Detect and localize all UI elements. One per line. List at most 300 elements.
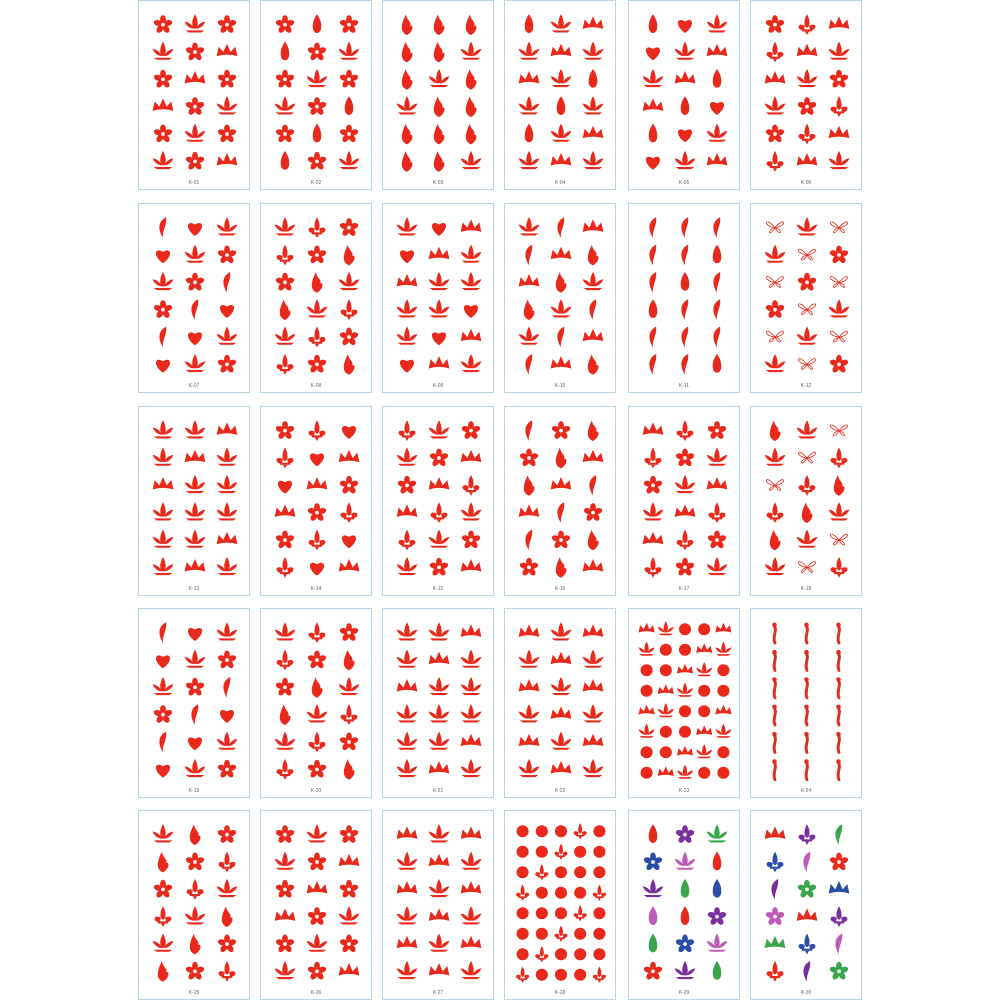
flame-motif — [588, 354, 599, 375]
flame-motif — [222, 906, 233, 927]
crown-motif — [185, 450, 206, 462]
flower-motif — [185, 42, 205, 61]
fleur-motif — [831, 96, 848, 117]
hook-motif — [771, 879, 778, 900]
lotus-motif — [153, 42, 174, 60]
crown-motif — [461, 450, 482, 462]
heart-motif — [310, 563, 324, 576]
scroll-motif — [772, 705, 777, 725]
fleur-motif — [709, 502, 726, 523]
crown-motif — [583, 559, 604, 571]
flower-motif — [339, 124, 359, 143]
dot-motif — [593, 907, 605, 919]
fleur-motif — [309, 420, 326, 441]
heart-motif — [464, 305, 478, 318]
drop-motif — [713, 852, 722, 871]
flame-motif — [402, 151, 413, 172]
sheet-artwork — [139, 407, 250, 596]
lotus-motif — [185, 14, 206, 32]
heart-motif — [278, 481, 292, 494]
sheet-artwork — [751, 204, 862, 393]
flower-motif — [643, 476, 663, 495]
sheet-artwork — [383, 1, 494, 190]
sheet-code-label: K-29 — [678, 990, 690, 996]
sheet-code-label: K-19 — [188, 788, 200, 794]
fleur-motif — [187, 879, 204, 900]
drop-motif — [649, 824, 658, 843]
flame-motif — [834, 475, 845, 496]
crown-motif — [551, 761, 572, 773]
lotus-motif — [707, 124, 728, 142]
flame-motif — [344, 354, 355, 375]
sheet-artwork — [629, 407, 740, 596]
tattoo-sheet — [628, 810, 740, 1000]
tattoo-sheet — [382, 608, 494, 798]
dot-motif — [555, 969, 567, 981]
crown-motif — [715, 623, 731, 633]
sheet-artwork — [139, 811, 250, 1000]
crown-motif — [677, 746, 693, 756]
fleur-motif — [535, 864, 548, 880]
dot-motif — [517, 825, 529, 837]
hook-motif — [835, 824, 842, 845]
flame-motif — [280, 704, 291, 725]
crown-motif — [153, 477, 174, 489]
dot-motif — [555, 825, 567, 837]
lotus-motif — [397, 217, 418, 235]
lotus-motif — [658, 703, 674, 717]
crown-motif — [829, 16, 850, 28]
lotus-motif — [153, 448, 174, 466]
lotus-motif — [397, 961, 418, 979]
fleur-motif — [554, 926, 567, 942]
hook-motif — [525, 530, 532, 551]
butterfly-motif — [798, 304, 815, 315]
fleur-motif — [677, 420, 694, 441]
lotus-motif — [185, 759, 206, 777]
flower-motif — [275, 825, 295, 844]
crown-motif — [429, 356, 450, 368]
heart-motif — [400, 250, 414, 263]
sheet-artwork — [139, 1, 250, 190]
flower-motif — [339, 825, 359, 844]
butterfly-motif — [798, 359, 815, 370]
sheet-artwork — [751, 811, 862, 1000]
flame-motif — [466, 124, 477, 145]
tattoo-sheet — [260, 608, 372, 798]
crown-motif — [677, 664, 693, 674]
crown-motif — [461, 936, 482, 948]
lotus-motif — [707, 934, 728, 952]
sheet-code-label: K-07 — [188, 383, 200, 389]
lotus-motif — [551, 622, 572, 640]
flame-motif — [802, 502, 813, 523]
crown-motif — [639, 705, 655, 715]
crown-motif — [429, 963, 450, 975]
lotus-motif — [797, 69, 818, 87]
lotus-motif — [583, 759, 604, 777]
sheet-artwork — [629, 204, 740, 393]
sheet-code-label: K-06 — [800, 180, 812, 186]
flame-motif — [770, 530, 781, 551]
lotus-motif — [707, 557, 728, 575]
lotus-motif — [583, 151, 604, 169]
sheet-code-label: K-03 — [432, 180, 444, 186]
lotus-motif — [153, 557, 174, 575]
crown-motif — [797, 44, 818, 56]
drop-motif — [681, 272, 690, 291]
lotus-motif — [829, 299, 850, 317]
flower-motif — [829, 245, 849, 264]
flower-motif — [153, 70, 173, 89]
lotus-motif — [639, 642, 655, 656]
flower-motif — [217, 245, 237, 264]
sheet-artwork — [261, 204, 372, 393]
crown-motif — [707, 477, 728, 489]
drop-motif — [281, 151, 290, 170]
scroll-motif — [804, 623, 809, 643]
lotus-motif — [519, 151, 540, 169]
hook-motif — [525, 420, 532, 441]
crown-motif — [429, 652, 450, 664]
lotus-motif — [583, 650, 604, 668]
heart-motif — [646, 157, 660, 170]
heart-motif — [342, 535, 356, 548]
lotus-motif — [583, 704, 604, 722]
drop-motif — [649, 124, 658, 143]
butterfly-motif — [766, 331, 783, 342]
heart-motif — [156, 360, 170, 373]
tattoo-sheet — [382, 406, 494, 596]
dot-motif — [574, 969, 586, 981]
dot-motif — [536, 928, 548, 940]
flower-motif — [217, 15, 237, 34]
fleur-motif — [277, 759, 294, 780]
fleur-motif — [277, 354, 294, 375]
lotus-motif — [675, 852, 696, 870]
flower-motif — [217, 825, 237, 844]
flame-motif — [434, 151, 445, 172]
sheet-code-label: K-09 — [432, 383, 444, 389]
crown-motif — [829, 126, 850, 138]
dot-motif — [574, 887, 586, 899]
lotus-motif — [675, 151, 696, 169]
flame-motif — [312, 272, 323, 293]
tattoo-sheet — [504, 203, 616, 393]
flame-motif — [158, 852, 169, 873]
drop-motif — [649, 934, 658, 953]
crown-motif — [696, 725, 712, 735]
butterfly-motif — [798, 562, 815, 573]
sheet-artwork — [139, 204, 250, 393]
hook-motif — [159, 732, 166, 753]
hook-motif — [525, 354, 532, 375]
drop-motif — [281, 42, 290, 61]
lotus-motif — [461, 354, 482, 372]
crown-motif — [696, 643, 712, 653]
crown-motif — [217, 532, 238, 544]
lotus-motif — [696, 662, 712, 676]
heart-motif — [432, 332, 446, 345]
drop-motif — [713, 879, 722, 898]
crown-motif — [519, 624, 540, 636]
dot-motif — [555, 907, 567, 919]
fleur-motif — [341, 502, 358, 523]
hook-motif — [159, 327, 166, 348]
lotus-motif — [461, 961, 482, 979]
crown-motif — [583, 329, 604, 341]
sheet-code-label: K-05 — [678, 180, 690, 186]
crown-motif — [307, 881, 328, 893]
crown-motif — [429, 761, 450, 773]
scroll-motif — [836, 705, 841, 725]
flower-motif — [307, 907, 327, 926]
heart-motif — [156, 655, 170, 668]
fleur-motif — [767, 151, 784, 172]
lotus-motif — [275, 732, 296, 750]
crown-motif — [583, 679, 604, 691]
flower-motif — [217, 650, 237, 669]
lotus-motif — [519, 759, 540, 777]
flower-motif — [829, 962, 849, 981]
flame-motif — [434, 42, 445, 63]
heart-motif — [188, 223, 202, 236]
crown-motif — [551, 706, 572, 718]
flower-motif — [275, 530, 295, 549]
flower-motif — [765, 15, 785, 34]
crown-motif — [519, 734, 540, 746]
fleur-motif — [799, 14, 816, 35]
scroll-motif — [772, 650, 777, 670]
lotus-motif — [765, 354, 786, 372]
flame-motif — [466, 69, 477, 90]
crown-motif — [715, 705, 731, 715]
tattoo-sheet — [750, 406, 862, 596]
lotus-motif — [675, 42, 696, 60]
flower-motif — [275, 124, 295, 143]
flower-motif — [217, 70, 237, 89]
lotus-motif — [307, 299, 328, 317]
flame-motif — [588, 245, 599, 266]
scroll-motif — [804, 705, 809, 725]
hook-motif — [835, 934, 842, 955]
lotus-motif — [275, 327, 296, 345]
tattoo-sheet — [260, 203, 372, 393]
dot-motif — [660, 664, 672, 676]
flower-motif — [307, 42, 327, 61]
flower-motif — [707, 421, 727, 440]
fleur-motif — [831, 448, 848, 469]
lotus-motif — [829, 42, 850, 60]
crown-motif — [765, 71, 786, 83]
dot-motif — [593, 846, 605, 858]
flower-motif — [153, 880, 173, 899]
drop-motif — [713, 69, 722, 88]
lotus-motif — [519, 96, 540, 114]
flower-motif — [185, 678, 205, 697]
crown-motif — [675, 71, 696, 83]
tattoo-sheet — [628, 0, 740, 190]
lotus-motif — [397, 448, 418, 466]
dot-motif — [593, 866, 605, 878]
scroll-motif — [836, 677, 841, 697]
crown-motif — [797, 153, 818, 165]
sheet-code-label: K-26 — [310, 990, 322, 996]
tattoo-sheet — [750, 203, 862, 393]
flower-motif — [519, 448, 539, 467]
heart-motif — [400, 360, 414, 373]
flower-motif — [217, 934, 237, 953]
fleur-motif — [767, 852, 784, 873]
crown-motif — [765, 826, 786, 838]
crown-motif — [551, 44, 572, 56]
heart-motif — [188, 628, 202, 641]
flower-motif — [275, 934, 295, 953]
crown-motif — [658, 684, 674, 694]
dot-motif — [660, 746, 672, 758]
dot-motif — [679, 705, 691, 717]
flower-motif — [339, 934, 359, 953]
lotus-motif — [153, 824, 174, 842]
flame-motif — [434, 124, 445, 145]
sheet-artwork — [383, 407, 494, 596]
flower-motif — [307, 852, 327, 871]
fleur-motif — [574, 823, 587, 839]
lotus-motif — [765, 245, 786, 263]
butterfly-motif — [830, 425, 847, 436]
flower-motif — [339, 327, 359, 346]
lotus-motif — [397, 96, 418, 114]
flower-motif — [339, 218, 359, 237]
lotus-motif — [797, 530, 818, 548]
sheet-artwork — [505, 811, 616, 1000]
sheet-code-label: K-20 — [310, 788, 322, 794]
lotus-motif — [829, 502, 850, 520]
crown-motif — [339, 559, 360, 571]
flower-motif — [707, 907, 727, 926]
lotus-motif — [461, 272, 482, 290]
sheet-code-label: K-23 — [678, 788, 690, 794]
heart-motif — [646, 47, 660, 60]
lotus-motif — [797, 420, 818, 438]
sheet-code-label: K-16 — [554, 586, 566, 592]
dot-motif — [555, 887, 567, 899]
sheet-artwork — [629, 609, 740, 798]
dot-motif — [517, 928, 529, 940]
sheet-code-label: K-25 — [188, 990, 200, 996]
flower-motif — [307, 650, 327, 669]
sheet-artwork — [383, 609, 494, 798]
lotus-motif — [551, 732, 572, 750]
fleur-motif — [309, 217, 326, 238]
tattoo-sheet — [138, 406, 250, 596]
lotus-motif — [551, 69, 572, 87]
butterfly-motif — [798, 452, 815, 463]
lotus-motif — [639, 724, 655, 738]
crown-motif — [339, 963, 360, 975]
flower-motif — [829, 70, 849, 89]
crown-motif — [707, 153, 728, 165]
sheet-artwork — [751, 1, 862, 190]
flower-motif — [307, 97, 327, 116]
sheet-artwork — [261, 609, 372, 798]
lotus-motif — [397, 327, 418, 345]
heart-motif — [432, 223, 446, 236]
flower-motif — [185, 97, 205, 116]
dot-motif — [574, 866, 586, 878]
flower-motif — [185, 962, 205, 981]
sheet-code-label: K-24 — [800, 788, 812, 794]
flower-motif — [829, 852, 849, 871]
scroll-motif — [804, 650, 809, 670]
butterfly-motif — [766, 277, 783, 288]
sheet-code-label: K-15 — [432, 586, 444, 592]
fleur-motif — [593, 967, 606, 983]
crown-motif — [397, 826, 418, 838]
lotus-motif — [429, 69, 450, 87]
heart-motif — [156, 765, 170, 778]
flame-motif — [190, 824, 201, 845]
lotus-motif — [217, 557, 238, 575]
sheet-code-label: K-30 — [800, 990, 812, 996]
crown-motif — [429, 477, 450, 489]
drop-motif — [313, 14, 322, 33]
flower-motif — [643, 852, 663, 871]
tattoo-sheet — [504, 0, 616, 190]
flower-motif — [675, 558, 695, 577]
flower-motif — [339, 70, 359, 89]
lotus-motif — [307, 934, 328, 952]
sheet-code-label: K-28 — [554, 990, 566, 996]
dot-motif — [536, 846, 548, 858]
dot-motif — [536, 887, 548, 899]
crown-motif — [643, 98, 664, 110]
hook-motif — [649, 245, 656, 266]
drop-motif — [589, 69, 598, 88]
crown-motif — [583, 450, 604, 462]
sheet-artwork — [139, 609, 250, 798]
sheet-artwork — [505, 407, 616, 596]
tattoo-sheet — [138, 810, 250, 1000]
fleur-motif — [767, 42, 784, 63]
flame-motif — [434, 96, 445, 117]
lotus-motif — [429, 934, 450, 952]
drop-motif — [713, 354, 722, 373]
scroll-motif — [804, 677, 809, 697]
dot-motif — [641, 767, 653, 779]
tattoo-sheet — [504, 810, 616, 1000]
drop-motif — [525, 14, 534, 33]
flower-motif — [429, 558, 449, 577]
fleur-motif — [155, 906, 172, 927]
lotus-motif — [307, 704, 328, 722]
flower-motif — [153, 300, 173, 319]
dot-motif — [517, 846, 529, 858]
dot-motif — [717, 746, 729, 758]
dot-motif — [641, 664, 653, 676]
crown-motif — [461, 734, 482, 746]
dot-motif — [517, 866, 529, 878]
dot-motif — [660, 644, 672, 656]
lotus-motif — [675, 961, 696, 979]
scroll-motif — [804, 732, 809, 752]
lotus-motif — [519, 704, 540, 722]
tattoo-sheet — [628, 608, 740, 798]
lotus-motif — [429, 622, 450, 640]
flower-motif — [339, 623, 359, 642]
lotus-motif — [677, 765, 693, 779]
fleur-motif — [463, 475, 480, 496]
